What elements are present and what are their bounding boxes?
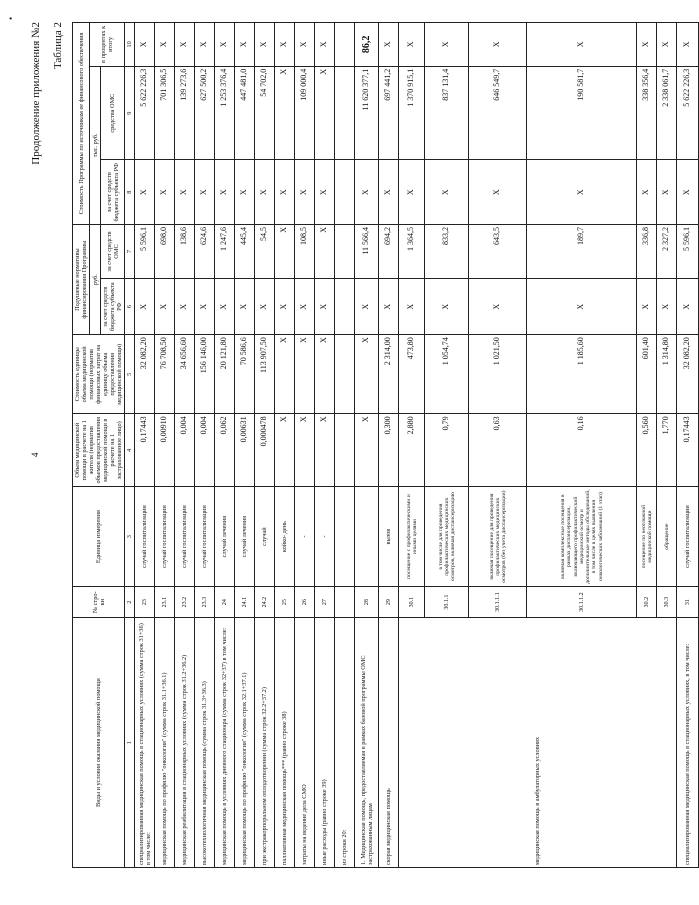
cell-vol: X bbox=[295, 414, 315, 487]
cell-unit: обращение bbox=[657, 487, 677, 587]
col-num: 1 bbox=[125, 618, 135, 868]
cell-pc_b: X bbox=[215, 279, 235, 335]
group-header-percap: Подушевые нормативы финансирования Программы bbox=[73, 224, 90, 334]
cell-c_b: X bbox=[275, 160, 295, 225]
cell-cost: 601,40 bbox=[637, 335, 657, 414]
corner-mark: • bbox=[6, 16, 16, 20]
col-header-2: № стро-ки bbox=[73, 587, 125, 618]
cell-c_o: 447 481,0 bbox=[235, 66, 255, 160]
appendix-continuation: Продолжение приложения №2 bbox=[30, 22, 42, 165]
cell-unit bbox=[335, 487, 355, 587]
cell-pc_b: X bbox=[315, 279, 335, 335]
cell-cost: X bbox=[275, 335, 295, 414]
table-label: Таблица 2 bbox=[52, 22, 64, 70]
cell-pc_o: 1 364,5 bbox=[399, 224, 425, 278]
cell-c_o: 11 620 377,1 bbox=[355, 66, 379, 160]
cell-c_b: X bbox=[637, 160, 657, 225]
cell-code: 30.1.1.2 bbox=[527, 587, 637, 618]
cell-c_b: X bbox=[379, 160, 399, 225]
cell-vol: 0,00631 bbox=[235, 414, 255, 487]
cell-c_o: 109 000,4 bbox=[295, 66, 315, 160]
cell-c_o bbox=[335, 66, 355, 160]
cell-pct: X bbox=[155, 23, 175, 67]
row-name: затраты на ведение дела СМО bbox=[295, 618, 315, 868]
cell-unit: вызов bbox=[379, 487, 399, 587]
cell-pc_o: 189,7 bbox=[527, 224, 637, 278]
cell-pc_o: 643,5 bbox=[469, 224, 527, 278]
cell-cost: 76 708,50 bbox=[155, 335, 175, 414]
cell-code: 29 bbox=[379, 587, 399, 618]
col-header-3: Единица измерения bbox=[73, 487, 125, 587]
header-row bbox=[73, 23, 90, 868]
cell-c_b bbox=[335, 160, 355, 225]
cell-pc_b: X bbox=[425, 279, 469, 335]
col-num: 6 bbox=[125, 279, 135, 335]
cell-cost: 1 021,50 bbox=[469, 335, 527, 414]
cell-c_o: 646 549,7 bbox=[469, 66, 527, 160]
cell-vol: 1,770 bbox=[657, 414, 677, 487]
cell-c_o: 837 131,4 bbox=[425, 66, 469, 160]
cell-unit: койко- день bbox=[275, 487, 295, 587]
cell-pc_b: X bbox=[135, 279, 155, 335]
cell-c_o: 627 500,2 bbox=[195, 66, 215, 160]
cell-pct: X bbox=[469, 23, 527, 67]
cell-unit: в том числе для проведения профилактических медицинских осмотров, включая диспансеризацию bbox=[425, 487, 469, 587]
cell-pc_o bbox=[335, 224, 355, 278]
cell-unit: посещение с профилактическими и иными целями bbox=[399, 487, 425, 587]
cell-code: 28 bbox=[355, 587, 379, 618]
cell-pct: X bbox=[275, 23, 295, 67]
cell-pc_o: 138,6 bbox=[175, 224, 195, 278]
cell-vol: 0,16 bbox=[527, 414, 637, 487]
cell-pc_b: X bbox=[195, 279, 215, 335]
col-header-5: Стоимость единицы объема медицинской помощи (норматив финансовых затрат на единицу объема предоставления медицинской помощи) bbox=[73, 335, 125, 414]
cell-pc_b: X bbox=[355, 279, 379, 335]
cell-pct: X bbox=[399, 23, 425, 67]
cell-code: 23.3 bbox=[195, 587, 215, 618]
cell-pc_o: 2 327,2 bbox=[657, 224, 677, 278]
table-row bbox=[355, 23, 379, 868]
col-num: 10 bbox=[125, 23, 135, 67]
col-header-1: Виды и условия оказания медицинской помощи bbox=[73, 618, 125, 868]
table-row bbox=[135, 23, 155, 868]
cell-c_b: X bbox=[175, 160, 195, 225]
cell-pc_b: X bbox=[155, 279, 175, 335]
cell-pct: X bbox=[425, 23, 469, 67]
cell-c_o: 338 356,4 bbox=[637, 66, 657, 160]
page-number: 4 bbox=[30, 452, 40, 457]
program-cost-table bbox=[72, 22, 699, 868]
cell-code: 24.1 bbox=[235, 587, 255, 618]
table-row bbox=[677, 23, 699, 868]
cell-cost bbox=[335, 335, 355, 414]
cell-pc_o: 445,4 bbox=[235, 224, 255, 278]
cell-vol: X bbox=[275, 414, 295, 487]
cell-c_b: X bbox=[295, 160, 315, 225]
cell-unit: включая комплексные посещения в рамках диспансеризации, включающего профилактический медицинский осмотр и дополнительные методы обследований, в том числе в целях выявления онкологических заболеваний (1 этап) bbox=[527, 487, 637, 587]
cell-pct bbox=[335, 23, 355, 67]
cell-pc_o: 1 247,6 bbox=[215, 224, 235, 278]
cell-pct: X bbox=[527, 23, 637, 67]
row-name: медицинская помощь по профилю "онкология" (сумма строк 31.1+36.1) bbox=[155, 618, 175, 868]
table-row bbox=[379, 23, 399, 868]
cell-code: 26 bbox=[295, 587, 315, 618]
cell-c_o: 697 441,2 bbox=[379, 66, 399, 160]
cell-pc_o: 54,5 bbox=[255, 224, 275, 278]
row-name: медицинская помощь по профилю "онкология" (сумма строк 32.1+37.1) bbox=[235, 618, 255, 868]
cell-vol: 0,17443 bbox=[677, 414, 699, 487]
cell-vol: X bbox=[315, 414, 335, 487]
column-number-row bbox=[125, 23, 135, 868]
cell-c_b: X bbox=[195, 160, 215, 225]
row-name: иные расходы (равно строке 39) bbox=[315, 618, 335, 868]
cell-vol: 0,63 bbox=[469, 414, 527, 487]
col-header-8: за счет средств бюджета субъекта РФ bbox=[101, 160, 125, 225]
col-num: 3 bbox=[125, 487, 135, 587]
cell-code: 24.2 bbox=[255, 587, 275, 618]
table-row bbox=[195, 23, 215, 868]
cell-pc_o: 11 566,4 bbox=[355, 224, 379, 278]
table-row bbox=[215, 23, 235, 868]
table-row bbox=[235, 23, 255, 868]
cell-cost: 113 907,50 bbox=[255, 335, 275, 414]
row-name: специализированная медицинская помощь в стационарных условиях, в том числе: bbox=[677, 618, 699, 868]
cell-c_b: X bbox=[155, 160, 175, 225]
col-header-10: в процентах к итогу bbox=[90, 23, 125, 67]
table-row bbox=[295, 23, 315, 868]
cell-pct: X bbox=[215, 23, 235, 67]
cell-code: 30.3 bbox=[657, 587, 677, 618]
col-header-9: средства ОМС bbox=[101, 66, 125, 160]
row-name: высокотехнологичная медицинская помощь (сумма строк 31.3+36.3) bbox=[195, 618, 215, 868]
table-row bbox=[255, 23, 275, 868]
cell-unit: случай госпитализации bbox=[677, 487, 699, 587]
cell-code: 27 bbox=[315, 587, 335, 618]
cell-pct: X bbox=[657, 23, 677, 67]
cell-c_o: X bbox=[315, 66, 335, 160]
cell-pc_b: X bbox=[275, 279, 295, 335]
cell-cost: 473,80 bbox=[399, 335, 425, 414]
cell-unit: - bbox=[315, 487, 335, 587]
table-row bbox=[275, 23, 295, 868]
row-name: специализированная медицинская помощь в стационарных условиях (сумма строк 31+36) в том числе: bbox=[135, 618, 155, 868]
cell-unit: - bbox=[295, 487, 315, 587]
cell-cost: 32 082,20 bbox=[677, 335, 699, 414]
cell-pc_b: X bbox=[399, 279, 425, 335]
row-name: медицинская помощь в амбулаторных условиях bbox=[399, 618, 677, 868]
cell-pct: 86,2 bbox=[355, 23, 379, 67]
cell-cost: 1 185,60 bbox=[527, 335, 637, 414]
cell-cost: X bbox=[295, 335, 315, 414]
cell-pc_o: 694,2 bbox=[379, 224, 399, 278]
col-header-7: за счет средств ОМС bbox=[101, 224, 125, 278]
cell-pc_o: 5 596,1 bbox=[677, 224, 699, 278]
cell-vol: 0,004 bbox=[175, 414, 195, 487]
cell-pct: X bbox=[135, 23, 155, 67]
cell-c_b: X bbox=[425, 160, 469, 225]
cell-c_o: X bbox=[275, 66, 295, 160]
table-row bbox=[399, 23, 425, 868]
cell-pct: X bbox=[195, 23, 215, 67]
cell-c_b: X bbox=[235, 160, 255, 225]
cell-code: 30.2 bbox=[637, 587, 657, 618]
cell-pct: X bbox=[235, 23, 255, 67]
cell-code: 31 bbox=[677, 587, 699, 618]
cell-unit: случай лечения bbox=[235, 487, 255, 587]
cell-code: 30.1.1 bbox=[425, 587, 469, 618]
cell-c_o: 5 622 226,3 bbox=[135, 66, 155, 160]
row-name: при экстракорпоральном оплодотворении (сумма строк 32.2+37.2) bbox=[255, 618, 275, 868]
table-row bbox=[175, 23, 195, 868]
col-num: 7 bbox=[125, 224, 135, 278]
cell-pct: X bbox=[255, 23, 275, 67]
col-num: 8 bbox=[125, 160, 135, 225]
cell-code: 23.2 bbox=[175, 587, 195, 618]
cell-vol: X bbox=[355, 414, 379, 487]
cell-pct: X bbox=[637, 23, 657, 67]
group-header-cost: Стоимость Программы по источникам ее финансового обеспечения bbox=[73, 23, 90, 225]
cell-pc_b: X bbox=[235, 279, 255, 335]
table-row bbox=[315, 23, 335, 868]
cell-pct: X bbox=[315, 23, 335, 67]
cell-code: 23 bbox=[135, 587, 155, 618]
row-name: медицинская помощь в условиях дневного стационара (сумма строк 32+37) в том числе: bbox=[215, 618, 235, 868]
cell-c_o: 1 253 376,4 bbox=[215, 66, 235, 160]
col-num: 2 bbox=[125, 587, 135, 618]
table-row bbox=[155, 23, 175, 868]
cell-cost: 70 586,6 bbox=[235, 335, 255, 414]
cell-pct: X bbox=[295, 23, 315, 67]
cell-pc_o: 624,6 bbox=[195, 224, 215, 278]
cell-cost: 20 121,80 bbox=[215, 335, 235, 414]
cell-unit: случай госпитализации bbox=[135, 487, 155, 587]
cell-pc_b: X bbox=[657, 279, 677, 335]
cell-vol: 0,300 bbox=[379, 414, 399, 487]
cell-pct: X bbox=[379, 23, 399, 67]
cell-vol: 0,004 bbox=[195, 414, 215, 487]
row-name: скорая медицинская помощь bbox=[379, 618, 399, 868]
cell-pc_o: X bbox=[315, 224, 335, 278]
cell-pc_b: X bbox=[469, 279, 527, 335]
cell-pc_b: X bbox=[255, 279, 275, 335]
cell-pc_b: X bbox=[295, 279, 315, 335]
cell-pct: X bbox=[677, 23, 699, 67]
cell-c_o: 2 338 061,7 bbox=[657, 66, 677, 160]
cell-code: 30.1.1.1 bbox=[469, 587, 527, 618]
cell-pc_b bbox=[335, 279, 355, 335]
cell-pct: X bbox=[175, 23, 195, 67]
cell-cost: 1 054,74 bbox=[425, 335, 469, 414]
cell-vol: 0,560 bbox=[637, 414, 657, 487]
cell-unit: случай госпитализации bbox=[175, 487, 195, 587]
cell-unit: включая посещение для проведения профилактических медицинских осмотров (без учета диспансеризации) bbox=[469, 487, 527, 587]
cell-unit: случай лечения bbox=[215, 487, 235, 587]
cell-vol: 0,79 bbox=[425, 414, 469, 487]
cell-pc_b: X bbox=[677, 279, 699, 335]
row-name: медицинская реабилитация в стационарных условиях (сумма строк 31.2+36.2) bbox=[175, 618, 195, 868]
cell-pc_o: 698,0 bbox=[155, 224, 175, 278]
col-header-6: за счет средств бюджета субъекта РФ bbox=[101, 279, 125, 335]
cell-c_b: X bbox=[677, 160, 699, 225]
cell-unit: случай госпитализации bbox=[195, 487, 215, 587]
cell-vol: 2,880 bbox=[399, 414, 425, 487]
cell-vol bbox=[335, 414, 355, 487]
cell-vol: 0,062 bbox=[215, 414, 235, 487]
cell-c_b: X bbox=[355, 160, 379, 225]
table-row bbox=[335, 23, 355, 868]
cell-cost: 1 314,80 bbox=[657, 335, 677, 414]
cell-pc_b: X bbox=[637, 279, 657, 335]
cell-pc_b: X bbox=[175, 279, 195, 335]
cell-code bbox=[335, 587, 355, 618]
cell-c_b: X bbox=[657, 160, 677, 225]
cell-unit: случай госпитализации bbox=[155, 487, 175, 587]
cell-c_b: X bbox=[399, 160, 425, 225]
cell-c_o: 1 370 915,1 bbox=[399, 66, 425, 160]
cell-vol: 0,000478 bbox=[255, 414, 275, 487]
cell-pc_o: 833,2 bbox=[425, 224, 469, 278]
cell-c_b: X bbox=[135, 160, 155, 225]
cell-pc_o: 108,5 bbox=[295, 224, 315, 278]
cell-c_o: 701 306,5 bbox=[155, 66, 175, 160]
cell-c_o: 190 581,7 bbox=[527, 66, 637, 160]
cell-c_o: 54 702,0 bbox=[255, 66, 275, 160]
cost-unit: тыс. руб. bbox=[90, 66, 101, 224]
cell-code: 24 bbox=[215, 587, 235, 618]
cell-pc_o: X bbox=[275, 224, 295, 278]
cell-c_o: 5 622 226,3 bbox=[677, 66, 699, 160]
cell-c_b: X bbox=[469, 160, 527, 225]
cell-cost: 156 146,00 bbox=[195, 335, 215, 414]
percap-unit: руб. bbox=[90, 224, 101, 334]
cell-pc_o: 336,8 bbox=[637, 224, 657, 278]
cell-c_b: X bbox=[215, 160, 235, 225]
cell-cost: 34 656,60 bbox=[175, 335, 195, 414]
cell-pc_b: X bbox=[527, 279, 637, 335]
cell-c_b: X bbox=[527, 160, 637, 225]
col-num: 9 bbox=[125, 66, 135, 160]
col-num: 4 bbox=[125, 414, 135, 487]
row-name: из строки 20: bbox=[335, 618, 355, 868]
col-num: 5 bbox=[125, 335, 135, 414]
cell-unit: посещение по неотложной медицинской помощи bbox=[637, 487, 657, 587]
cell-pc_o: 5 596,1 bbox=[135, 224, 155, 278]
cell-vol: 0,00910 bbox=[155, 414, 175, 487]
cell-code: 30.1 bbox=[399, 587, 425, 618]
cell-pc_b: X bbox=[379, 279, 399, 335]
row-name: паллиативная медицинская помощь*** (равно строке 38) bbox=[275, 618, 295, 868]
cell-code: 23.1 bbox=[155, 587, 175, 618]
cell-vol: 0,17443 bbox=[135, 414, 155, 487]
cell-cost: X bbox=[315, 335, 335, 414]
cell-cost: 32 082,20 bbox=[135, 335, 155, 414]
row-name: 1. Медицинская помощь, предоставляемая в рамках базовой программы ОМС застрахованным лицам bbox=[355, 618, 379, 868]
cell-c_b: X bbox=[315, 160, 335, 225]
cell-unit bbox=[355, 487, 379, 587]
cell-cost: 2 314,00 bbox=[379, 335, 399, 414]
cell-c_b: X bbox=[255, 160, 275, 225]
cell-cost: X bbox=[355, 335, 379, 414]
col-header-4: Объем медицинской помощи в расчете на 1 жителя (норматив объемов предоставления медицинской помощи в расчете на 1 застрахованное лицо) bbox=[73, 414, 125, 487]
cell-unit: случай bbox=[255, 487, 275, 587]
cell-code: 25 bbox=[275, 587, 295, 618]
cell-c_o: 139 273,6 bbox=[175, 66, 195, 160]
